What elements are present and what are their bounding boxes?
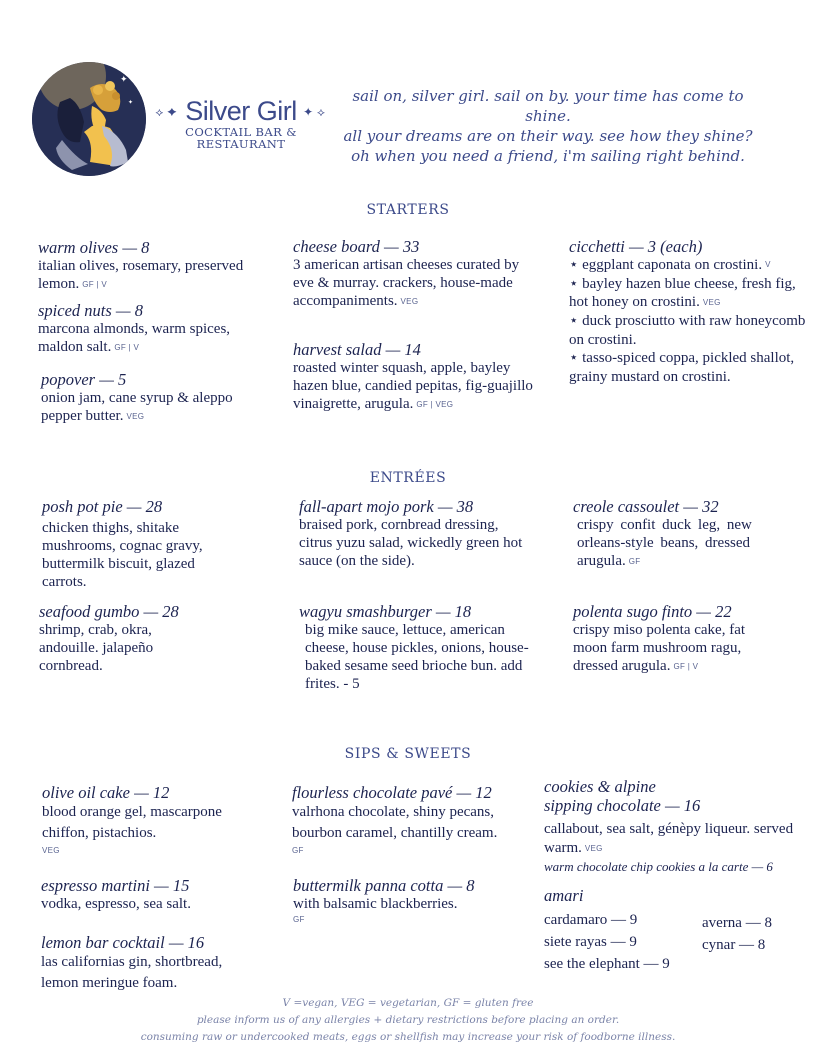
item-title: wagyu smashburger — 18 <box>299 602 472 621</box>
star-right-icon: ✦ ⟡ <box>303 105 325 119</box>
list-item: see the elephant — 9 <box>544 956 670 972</box>
item-title: polenta sugo finto — 22 <box>573 602 732 621</box>
footer-legend: V =vegan, VEG = vegetarian, GF = gluten free <box>282 997 534 1009</box>
footer-warning: consuming raw or undercooked meats, eggs or shellfish may increase your risk of foodborne illness. <box>140 1031 676 1043</box>
menu-item-popover <box>41 370 241 426</box>
item-desc: big mike sauce, lettuce, american cheese, house pickles, onions, house-baked sesame seed brioche bun. add frites. - 5 <box>305 622 529 692</box>
footer <box>0 995 816 1046</box>
item-desc: 3 american artisan cheeses curated by eve & murray. crackers, house-made accompaniments. <box>293 257 520 309</box>
item-title: seafood gumbo — 28 <box>39 602 179 621</box>
list-item: cardamaro — 9 <box>544 912 638 928</box>
item-desc: marcona almonds, warm spices, maldon salt. <box>38 321 231 355</box>
item-title: cicchetti — 3 (each) <box>569 237 703 256</box>
menu-item-espresso-martini <box>41 876 271 913</box>
section-entrees: ENTRÉES <box>369 470 447 486</box>
footer-allergy-note: please inform us of any allergies + dietary restrictions before placing an order. <box>196 1014 620 1026</box>
diet-tag: VEG <box>42 846 60 855</box>
menu-item-warm-olives <box>38 238 270 294</box>
item-title: lemon bar cocktail — 16 <box>41 933 205 952</box>
item-extra: warm chocolate chip cookies a la carte — 6 <box>544 859 773 875</box>
item-desc: crispy miso polenta cake, fat moon farm mushroom ragu, dressed arugula. <box>573 622 746 674</box>
item-desc: onion jam, cane syrup & aleppo pepper butter. <box>41 390 233 424</box>
diet-tag: VEG <box>400 296 419 306</box>
menu-item-seafood-gumbo <box>39 602 209 675</box>
amari-list-right <box>702 912 772 956</box>
diet-tag: VEG <box>126 411 145 421</box>
diet-tag: GF | V <box>114 342 140 352</box>
amari-list-left <box>544 909 670 975</box>
item-desc: las californias gin, shortbread, lemon meringue foam. <box>41 954 223 991</box>
item-title: posh pot pie — 28 <box>42 497 163 516</box>
item-desc: blood orange gel, mascarpone chiffon, pistachios. <box>42 804 222 841</box>
menu-item-cicchetti <box>569 237 809 386</box>
list-item: cynar — 8 <box>702 937 766 953</box>
cicchetti-option: ⋆ duck prosciutto with raw honeycomb on crostini. <box>569 313 806 348</box>
menu-item-mojo-pork <box>299 497 529 570</box>
menu-item-wagyu-smashburger <box>299 602 535 693</box>
menu-item-cookies-sipping-chocolate <box>544 777 794 876</box>
item-title: warm olives — 8 <box>38 238 150 257</box>
menu-item-spiced-nuts <box>38 301 270 357</box>
logo <box>32 62 146 176</box>
item-title: cookies & alpine <box>544 777 656 796</box>
item-title: buttermilk panna cotta — 8 <box>293 876 475 895</box>
lyrics <box>338 86 758 166</box>
diet-tag: GF <box>293 915 305 924</box>
item-desc: crispy confit duck leg, new orleans-style beans, dressed arugula. <box>577 517 752 569</box>
item-title: spiced nuts — 8 <box>38 301 143 320</box>
diet-tag: GF <box>292 846 304 855</box>
lyric-line: sail on, silver girl. sail on by. your time has come to shine. <box>352 87 744 125</box>
menu-item-harvest-salad <box>293 340 533 414</box>
item-desc: valrhona chocolate, shiny pecans, bourbon caramel, chantilly cream. <box>292 804 498 841</box>
item-title: creole cassoulet — 32 <box>573 497 719 516</box>
diet-tag: GF <box>628 556 641 566</box>
brand-subtitle-line2: RESTAURANT <box>196 137 286 151</box>
list-item: averna — 8 <box>702 915 772 931</box>
section-starters: STARTERS <box>366 202 450 218</box>
lyric-line: all your dreams are on their way. see how they shine? <box>343 127 753 145</box>
diet-tag: VEG <box>584 844 603 854</box>
item-desc: vodka, espresso, sea salt. <box>41 896 191 912</box>
cicchetti-option: ⋆ tasso-spiced coppa, pickled shallot, grainy mustard on crostini. <box>569 350 795 385</box>
diet-tag: V <box>765 260 771 270</box>
item-desc: callabout, sea salt, génèpy liqueur. served warm. <box>544 821 794 856</box>
diet-tag: VEG <box>702 297 721 307</box>
item-desc: shrimp, crab, okra, andouille. jalapeño cornbread. <box>39 622 154 674</box>
svg-text:✦: ✦ <box>128 99 134 106</box>
menu-item-posh-pot-pie <box>42 497 232 591</box>
cicchetti-option: ⋆ bayley hazen blue cheese, fresh fig, hot honey on crostini. VEG <box>569 275 796 311</box>
brand-subtitle-line1: COCKTAIL BAR & <box>185 125 297 139</box>
star-left-icon: ⟡ ✦ <box>155 105 177 119</box>
item-desc: chicken thighs, shitake mushrooms, cognac gravy, buttermilk biscuit, glazed carrots. <box>42 520 203 590</box>
item-desc: italian olives, rosemary, preserved lemon. <box>38 258 244 292</box>
item-title: flourless chocolate pavé — 12 <box>292 783 492 802</box>
item-desc: braised pork, cornbread dressing, citrus yuzu salad, wickedly green hot sauce (on the side). <box>299 517 523 569</box>
item-title: cheese board — 33 <box>293 237 420 256</box>
section-sips-sweets: SIPS & SWEETS <box>344 746 472 762</box>
menu-item-cheese-board <box>293 237 541 311</box>
item-title: popover — 5 <box>41 370 127 389</box>
brand-name: Silver Girl <box>185 96 297 126</box>
lyric-line: oh when you need a friend, i'm sailing right behind. <box>351 147 745 165</box>
diet-tag: GF | VEG <box>416 399 454 409</box>
menu-item-amari <box>544 886 804 905</box>
item-title: amari <box>544 886 584 905</box>
menu-item-creole-cassoulet <box>573 497 773 571</box>
cicchetti-option: ⋆ eggplant caponata on crostini. V <box>569 257 771 273</box>
item-title: olive oil cake — 12 <box>42 783 170 802</box>
svg-text:✦: ✦ <box>120 75 128 85</box>
item-desc: with balsamic blackberries. <box>293 896 458 912</box>
item-title: harvest salad — 14 <box>293 340 421 359</box>
logo-illustration <box>32 62 146 176</box>
menu-item-panna-cotta <box>293 876 523 924</box>
item-title: espresso martini — 15 <box>41 876 190 895</box>
diet-tag: GF | V <box>673 661 699 671</box>
diet-tag: GF | V <box>82 279 108 289</box>
item-desc: roasted winter squash, apple, bayley hazen blue, candied pepitas, fig-guajillo vinaigrette, arugula. <box>293 360 533 412</box>
list-item: siete rayas — 9 <box>544 934 637 950</box>
menu-item-chocolate-pave <box>292 783 524 855</box>
item-title: sipping chocolate — 16 <box>544 796 701 815</box>
menu-item-lemon-bar-cocktail <box>41 933 251 994</box>
menu-item-olive-oil-cake <box>42 783 252 855</box>
item-title: fall-apart mojo pork — 38 <box>299 497 474 516</box>
menu-item-polenta-sugo-finto <box>573 602 773 676</box>
